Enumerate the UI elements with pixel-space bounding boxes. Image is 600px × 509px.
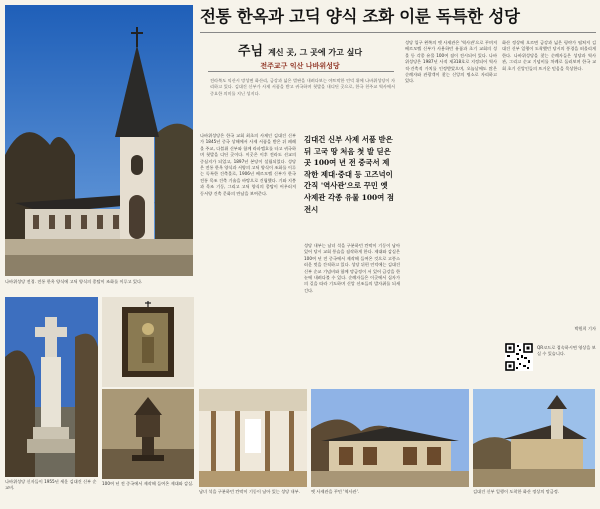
church-illustration <box>5 5 193 276</box>
intro-paragraph: 전라북도 익산시 망성면 화산리, 금강과 넓은 벌판을 내려다보는 야트막한 언덕 위에 나바위성당이 자리하고 있다. 김대건 신부가 사제 서품을 받고 귀국하며 첫발을 내디딘 곳으로, 한국 천주교 역사에서 중요한 의미를 지닌 성지다. <box>210 78 395 96</box>
subhead <box>200 40 400 70</box>
museum-photo <box>311 389 469 487</box>
subhead-lead: 주님 <box>237 44 264 59</box>
altar-photo <box>102 389 194 479</box>
main-photo <box>5 5 193 276</box>
monument-illustration <box>5 297 98 477</box>
museum-illustration <box>311 389 469 487</box>
article-column-4: 화산 정상에 오르면 금강과 넓은 평야가 펼쳐져 김대건 신부 일행이 도착했던 당시의 풍경을 떠올리게 한다. 나바위성당을 찾는 순례자들은 성당과 역사관, 그리고 순교 기념비를 차례로 둘러보며 한국 교회 초기 신앙인들의 뜨거운 믿음을 묵상한다. <box>502 40 596 71</box>
interior-photo <box>199 389 307 487</box>
caption-altar: 100여 년 전 중국에서 제작해 들여온 제대와 감실. <box>102 481 194 486</box>
caption-main: 나바위성당 전경. 전통 한옥 양식에 고딕 양식의 종탑이 조화를 이루고 있다. <box>5 279 143 284</box>
headline-rule <box>200 32 596 33</box>
altar-illustration <box>102 389 194 479</box>
chapel-photo <box>473 389 595 487</box>
reporter: 박원희 기자 <box>574 326 596 331</box>
painting-illustration <box>102 297 194 387</box>
article-column-1: 나바위성당은 한국 교회 최초의 사제인 김대건 신부가 1845년 중국 상해에서 사제 서품을 받은 뒤 페레올 주교, 다블뤼 신부와 함께 라파엘호를 타고 귀국하며 첫발을 디딘 곳이다. 이곳은 이후 전라도 선교의 중심지가 되었고, 1897년 본당이 설립되었다. 성당은 전통 한옥 양식과 서양의 고딕 양식이 조화를 이루는 독특한 건축물로, 1906년 베르모렐 신부가 한국 전통 목조 건축 기술을 바탕으로 건립했다. 기와 지붕과 목조 기둥, 그리고 고딕 양식의 종탑이 어우러져 동서양 건축 문화의 만남을 보여준다. <box>200 133 296 196</box>
qr-note: QR코드로 접속하시면 영상을 보실 수 있습니다. <box>537 345 596 356</box>
caption-monument: 나바위성당 신자들이 1955년 세운 김대건 신부 순교비. <box>5 479 97 490</box>
caption-museum: 옛 사제관을 꾸민 '역사관'. <box>311 489 360 494</box>
article-column-2: 성당 내부는 남녀 석을 구분하던 칸막이 기둥이 남아 있어 당시 교회 풍습을 짐작하게 한다. 제대와 감실은 100여 년 전 중국에서 제작해 들여온 것으로 고풍스러운 멋을 간직하고 있다. 성당 뒤편 언덕에는 김대건 신부 순교 기념비와 함께 망금정이 서 있어 금강을 한눈에 내려다볼 수 있다. 순례자들은 이곳에서 십자가의 길을 따라 기도하며 신앙 선조들의 발자취를 되새긴다. <box>304 243 400 293</box>
pull-quote: 김대건 신부 사제 서품 받은 뒤 고국 땅 처음 첫 발 딛은 곳 100여 년 전 중국서 제작한 제대·중대 등 고즈넉이 간직 '역사관'으로 꾸민 옛 사제관 각종 유물 100여 점 전시 <box>304 135 394 214</box>
subhead-text: 계신 곳, 그 곳에 가고 싶다 <box>268 47 363 57</box>
caption-interior: 남녀 석을 구분하던 칸막이 기둥이 남아 있는 성당 내부. <box>199 489 300 494</box>
article-column-3: 성당 입구 왼쪽의 옛 사제관은 '역사관'으로 꾸며져 베르모렐 신부가 사용하던 유품과 초기 교회의 성물 등 각종 유물 100여 점이 전시되어 있다. 나바위성당은 1987년 사적 제318호로 지정되어 역사적·건축적 가치를 인정받았으며, 오늘날에도 많은 순례자와 관광객이 찾는 신앙의 명소로 자리하고 있다. <box>405 40 497 84</box>
subhead-rule <box>208 71 394 72</box>
chapel-illustration <box>473 389 595 487</box>
painting-photo <box>102 297 194 387</box>
headline: 전통 한옥과 고딕 양식 조화 이룬 독특한 성당 <box>200 7 520 26</box>
interior-illustration <box>199 389 307 487</box>
caption-chapel: 김대건 신부 일행이 도착한 화산 정상의 망금정. <box>473 489 560 494</box>
monument-photo <box>5 297 98 477</box>
qr-icon <box>505 343 533 371</box>
subhead-byline: 전주교구 익산 나바위성당 <box>260 62 340 70</box>
qr-code[interactable] <box>505 343 533 371</box>
